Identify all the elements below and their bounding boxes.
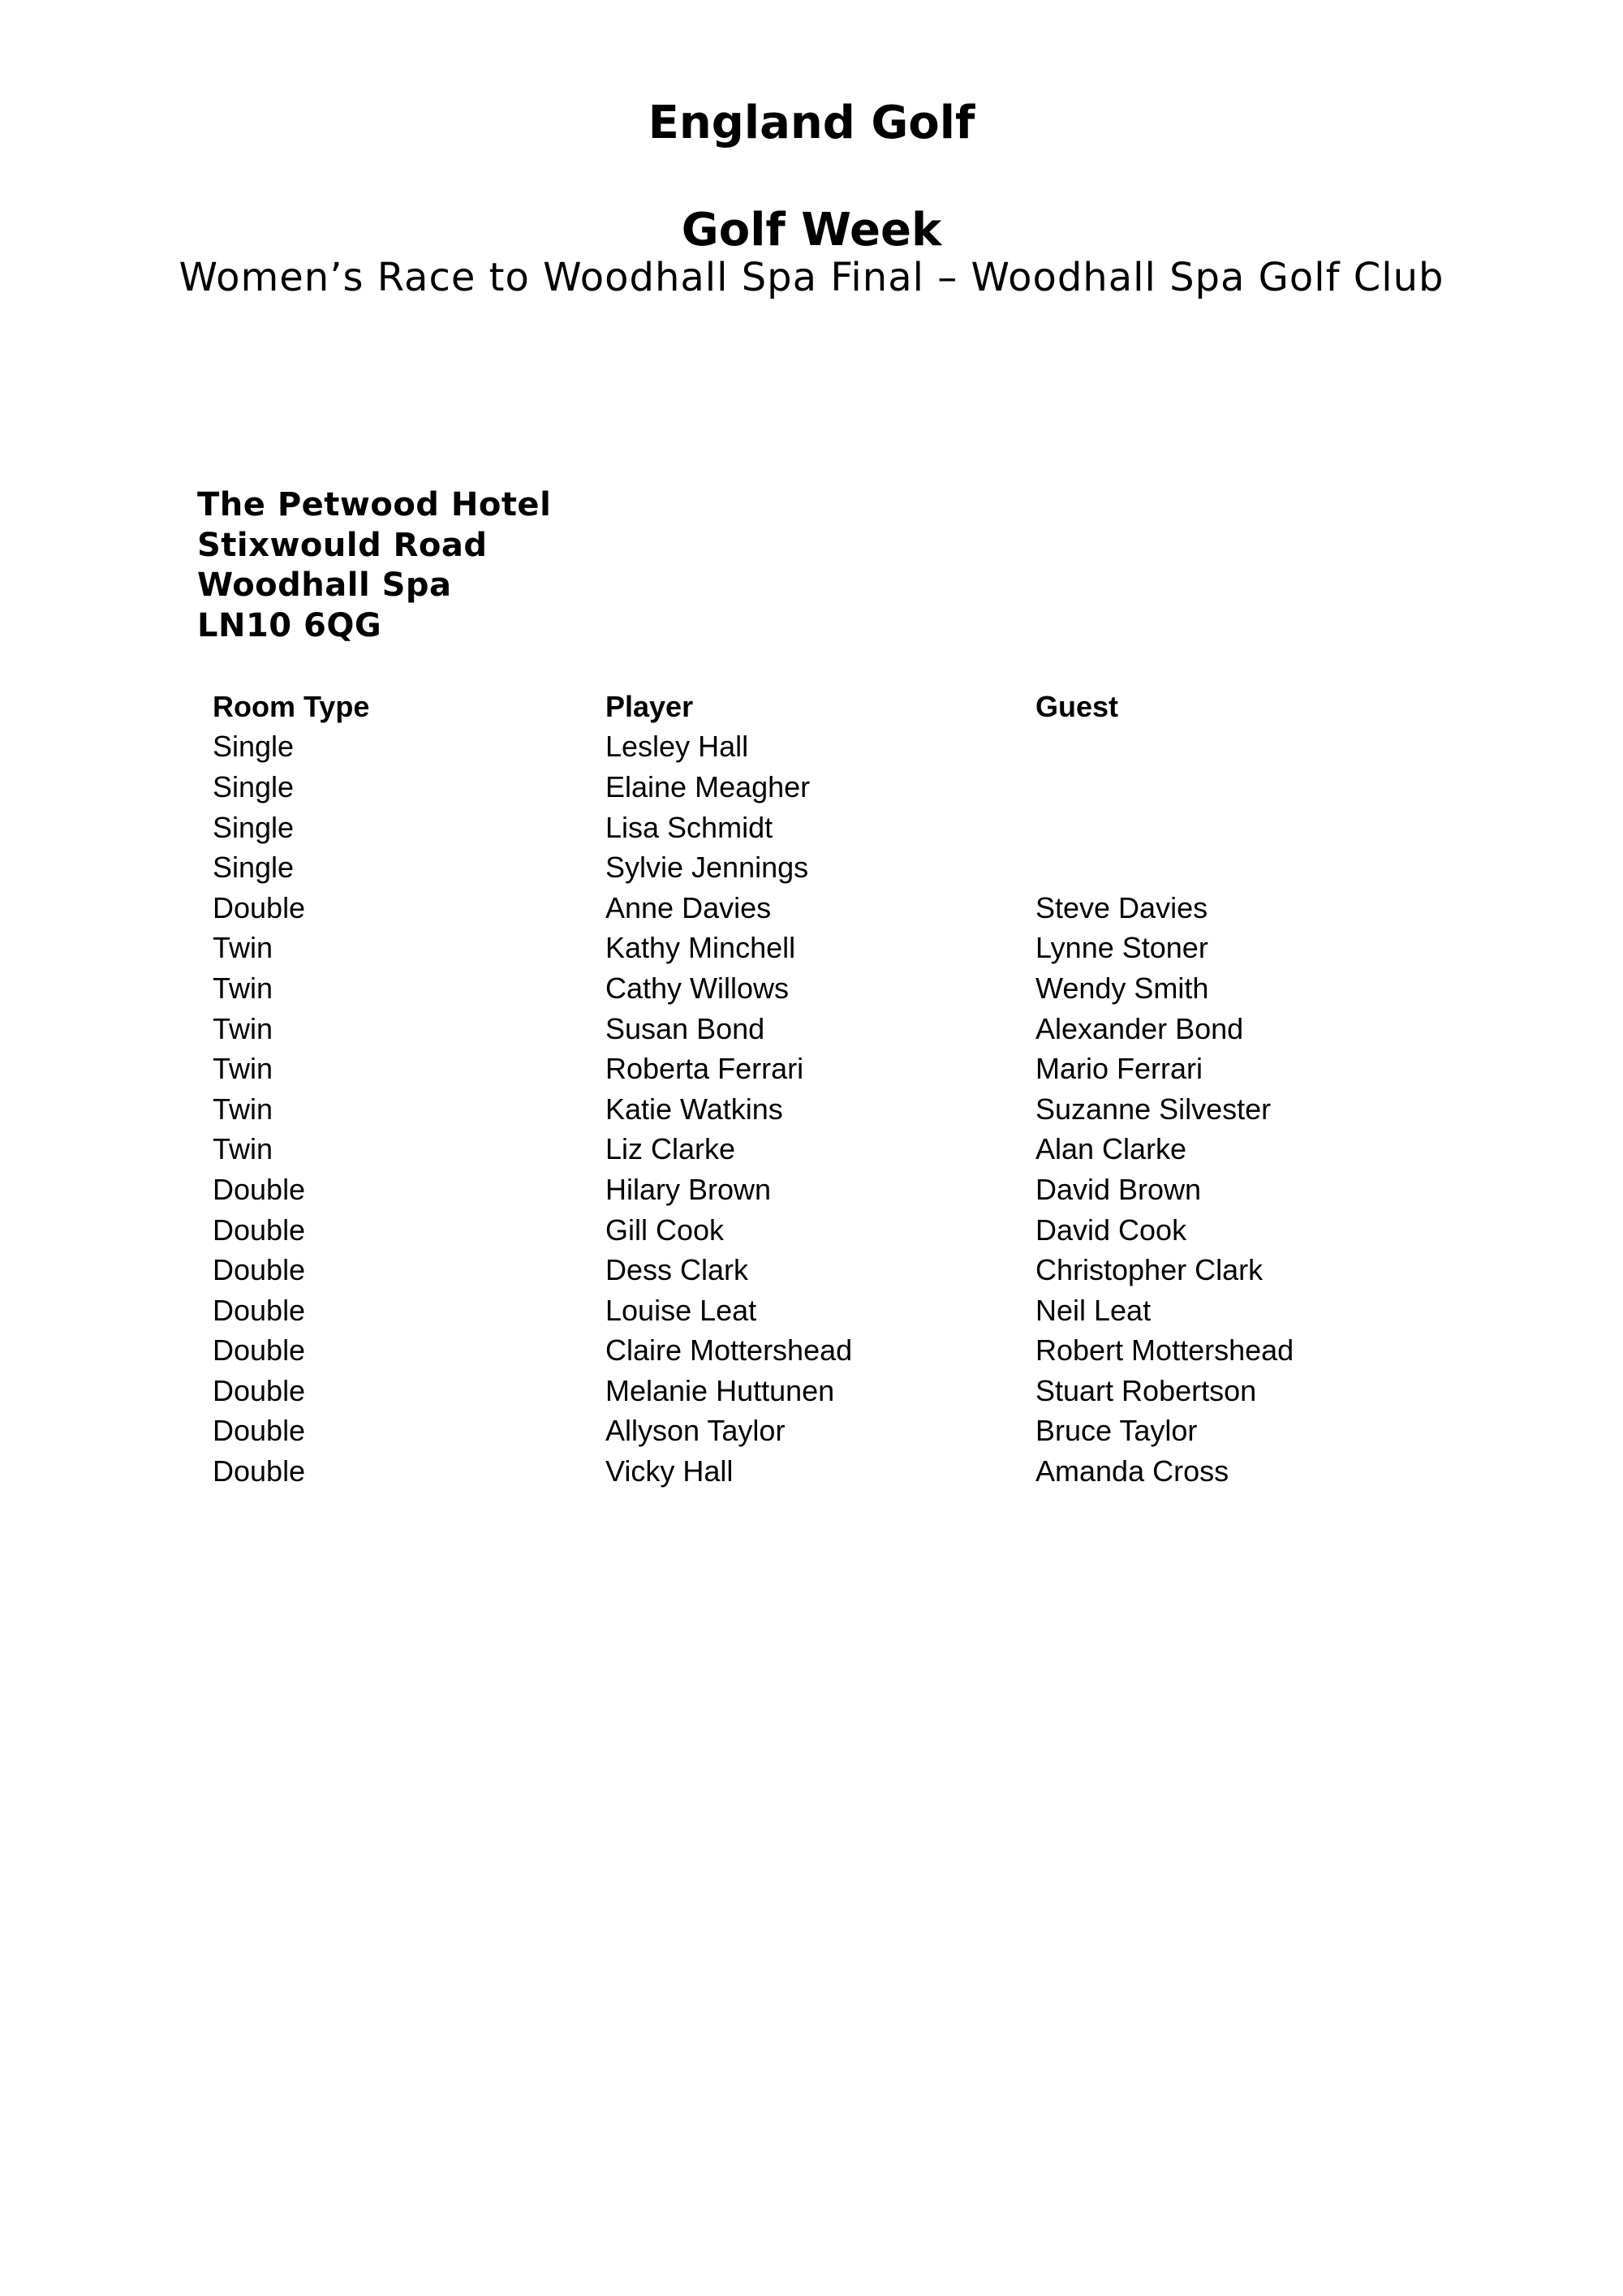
- guest-cell: [1035, 767, 1441, 808]
- address-line-postcode: LN10 6QG: [197, 606, 382, 644]
- table-row: [213, 847, 1441, 888]
- table-row: [213, 1210, 1441, 1251]
- guest-cell: Alan Clarke: [1035, 1132, 1187, 1166]
- player-cell: Roberta Ferrari: [605, 1052, 804, 1086]
- player-cell: Melanie Huttunen: [605, 1373, 835, 1407]
- table-row: [213, 1331, 1441, 1372]
- room-type-cell: Single: [213, 769, 295, 803]
- room-type-cell: Double: [213, 1454, 306, 1488]
- room-allocation-table: [213, 687, 1441, 1492]
- guest-cell: David Brown: [1035, 1172, 1202, 1206]
- guest-cell: Wendy Smith: [1035, 971, 1209, 1005]
- guest-cell: Steve Davies: [1035, 890, 1208, 924]
- room-type-cell: Double: [213, 1253, 306, 1287]
- player-cell: Claire Mottershead: [605, 1333, 853, 1368]
- player-cell: Anne Davies: [605, 890, 772, 924]
- table-row: [213, 968, 1441, 1009]
- room-type-cell: Double: [213, 1172, 306, 1206]
- guest-cell: Mario Ferrari: [1035, 1052, 1203, 1086]
- room-type-cell: Double: [213, 890, 306, 924]
- room-type-cell: Single: [213, 851, 295, 885]
- table-row: [213, 808, 1441, 848]
- player-cell: Gill Cook: [605, 1213, 725, 1247]
- player-cell: Lesley Hall: [605, 730, 749, 764]
- guest-cell: Christopher Clark: [1035, 1253, 1264, 1287]
- address-line-town: Woodhall Spa: [197, 566, 452, 604]
- guest-cell: Lynne Stoner: [1035, 931, 1208, 965]
- guest-cell: [1035, 727, 1441, 768]
- table-body: [213, 727, 1441, 1492]
- table-row: [213, 928, 1441, 969]
- guest-cell: David Cook: [1035, 1213, 1187, 1247]
- table-row: [213, 1089, 1441, 1130]
- table-row: [213, 767, 1441, 808]
- column-header-player: Player: [605, 689, 694, 723]
- table-row: [213, 1130, 1441, 1170]
- guest-cell: Alexander Bond: [1035, 1011, 1244, 1045]
- player-cell: Susan Bond: [605, 1011, 765, 1045]
- player-cell: Dess Clark: [605, 1253, 749, 1287]
- guest-cell: Robert Mottershead: [1035, 1333, 1294, 1368]
- event-subtitle: Women’s Race to Woodhall Spa Final – Woodhall Spa Golf Club: [179, 255, 1444, 300]
- table-header-row: [213, 687, 1441, 727]
- guest-cell: Stuart Robertson: [1035, 1373, 1257, 1407]
- table-row: [213, 727, 1441, 768]
- guest-cell: Bruce Taylor: [1035, 1414, 1198, 1448]
- column-header-guest: Guest: [1035, 689, 1119, 723]
- address-line-road: Stixwould Road: [197, 526, 488, 564]
- guest-cell: Neil Leat: [1035, 1293, 1152, 1327]
- org-title: England Golf: [648, 97, 975, 149]
- table-row: [213, 1250, 1441, 1290]
- table-row: [213, 888, 1441, 928]
- room-type-cell: Twin: [213, 1132, 273, 1166]
- hotel-address: [197, 485, 551, 646]
- room-type-cell: Single: [213, 810, 295, 844]
- guest-cell: [1035, 847, 1441, 888]
- player-cell: Katie Watkins: [605, 1092, 783, 1126]
- room-type-cell: Single: [213, 730, 295, 764]
- guest-cell: Suzanne Silvester: [1035, 1092, 1272, 1126]
- room-type-cell: Double: [213, 1373, 306, 1407]
- event-title: Golf Week: [681, 204, 942, 256]
- room-type-cell: Double: [213, 1293, 306, 1327]
- room-type-cell: Twin: [213, 931, 273, 965]
- room-type-cell: Twin: [213, 1092, 273, 1126]
- address-line-hotel: The Petwood Hotel: [197, 486, 552, 523]
- player-cell: Vicky Hall: [605, 1454, 734, 1488]
- player-cell: Lisa Schmidt: [605, 810, 773, 844]
- room-type-cell: Double: [213, 1414, 306, 1448]
- player-cell: Sylvie Jennings: [605, 851, 809, 885]
- room-type-cell: Double: [213, 1333, 306, 1368]
- player-cell: Kathy Minchell: [605, 931, 796, 965]
- player-cell: Cathy Willows: [605, 971, 790, 1005]
- table-row: [213, 1049, 1441, 1089]
- guest-cell: Amanda Cross: [1035, 1454, 1229, 1488]
- table-row: [213, 1009, 1441, 1049]
- player-cell: Louise Leat: [605, 1293, 757, 1327]
- player-cell: Liz Clarke: [605, 1132, 736, 1166]
- room-type-cell: Double: [213, 1213, 306, 1247]
- player-cell: Allyson Taylor: [605, 1414, 786, 1448]
- guest-cell: [1035, 808, 1441, 848]
- room-type-cell: Twin: [213, 1011, 273, 1045]
- player-cell: Elaine Meagher: [605, 769, 811, 803]
- table-row: [213, 1290, 1441, 1331]
- room-type-cell: Twin: [213, 1052, 273, 1086]
- table-row: [213, 1411, 1441, 1452]
- table-row: [213, 1451, 1441, 1492]
- room-type-cell: Twin: [213, 971, 273, 1005]
- column-header-room-type: Room Type: [213, 689, 370, 723]
- table-row: [213, 1371, 1441, 1411]
- table-row: [213, 1170, 1441, 1210]
- player-cell: Hilary Brown: [605, 1172, 772, 1206]
